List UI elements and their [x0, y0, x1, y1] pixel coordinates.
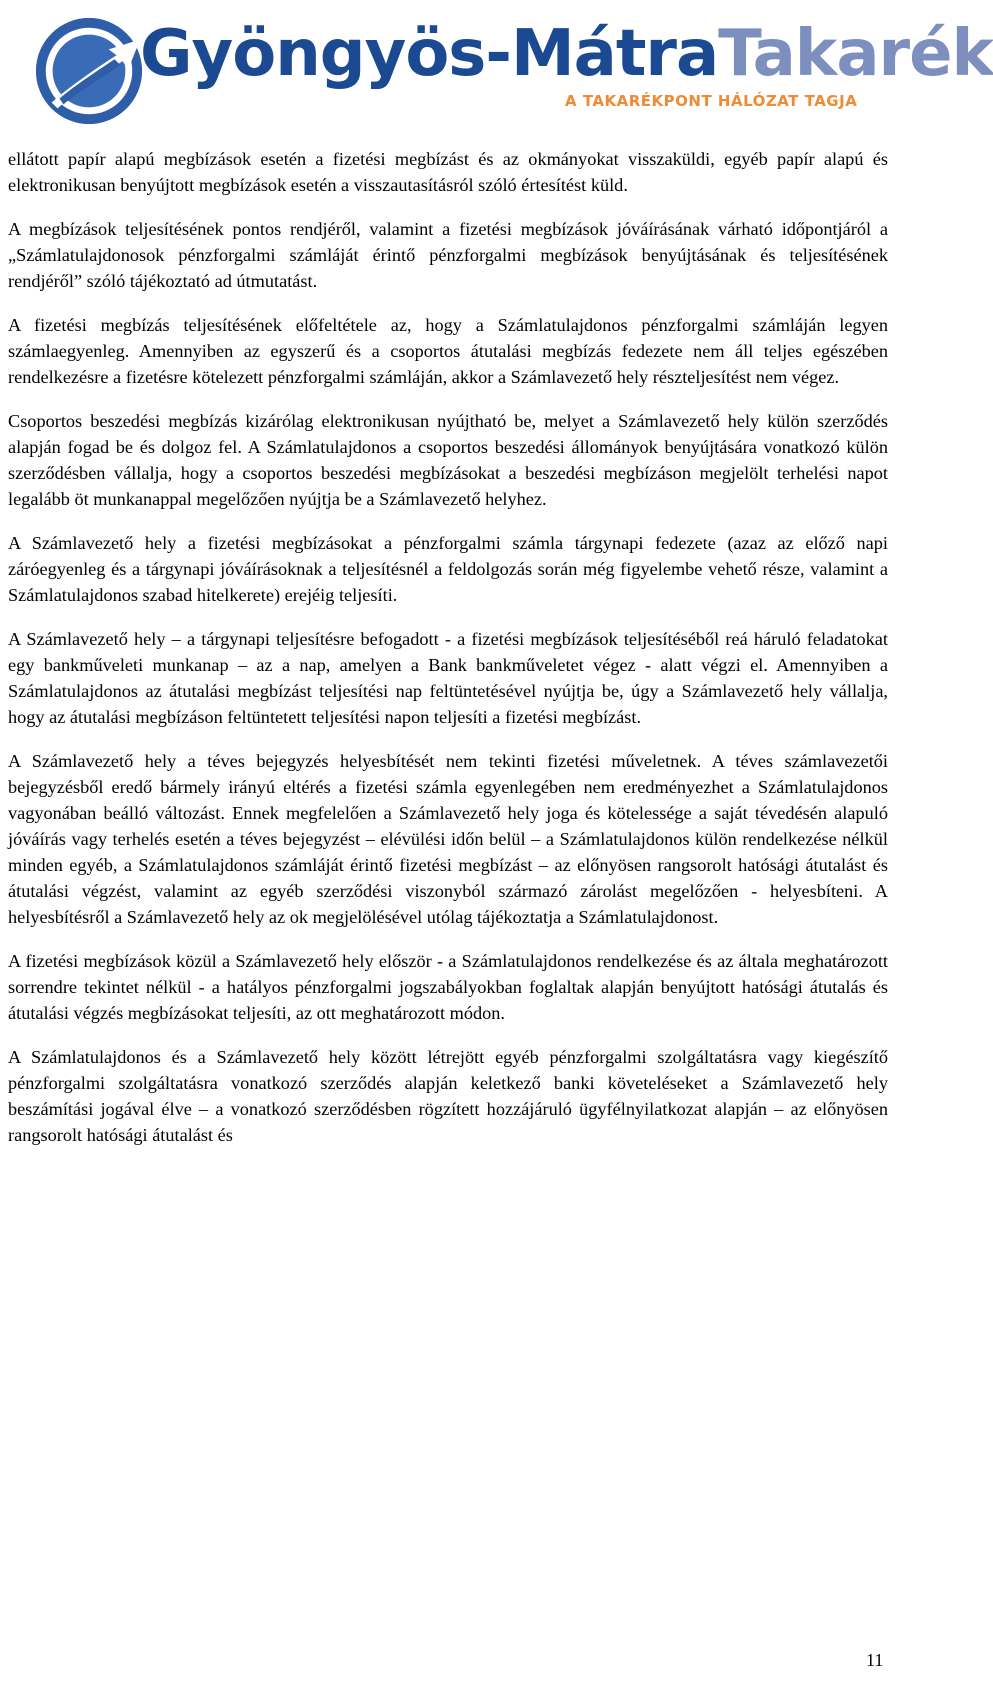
document-body: [8, 146, 888, 1166]
paragraph: A fizetési megbízás teljesítésének előfeltétele az, hogy a Számlatulajdonos pénzforgalmi számláján legyen számlaegyenleg. Amennyiben az egyszerű és a csoportos átutalási megbízás fedezete nem áll teljes egészében rendelkezésre a fizetésre kötelezett pénzforgalmi számláján, akkor a Számlavezető hely részteljesítést nem végez.: [8, 315, 888, 387]
paragraph: Csoportos beszedési megbízás kizárólag elektronikusan nyújtható be, melyet a Számlavezető hely külön szerződés alapján fogad be és dolgoz fel. A Számlatulajdonos a csoportos beszedési állományok benyújtására vonatkozó külön szerződésben vállalja, hogy a csoportos beszedési megbízásokat a beszedési megbízáson megjelölt terhelési napot legalább öt munkanappal megelőzően nyújtja be a Számlavezető helyhez.: [8, 411, 888, 509]
paragraph: A megbízások teljesítésének pontos rendjéről, valamint a fizetési megbízások jóváírásának várható időpontjáról a „Számlatulajdonosok pénzforgalmi számláját érintő pénzforgalmi megbízások benyújtásának és teljesítésének rendjéről” szóló tájékoztató ad útmutatást.: [8, 219, 888, 291]
paragraph: A Számlavezető hely a téves bejegyzés helyesbítését nem tekinti fizetési műveletnek. A téves számlavezetői bejegyzésből eredő bármely irányú eltérés a fizetési számla egyenlegében nem eredményezhet a Számlatulajdonos vagyonában beálló változást. Ennek megfelelően a Számlavezető hely joga és kötelessége a saját tévedésén alapuló jóváírás vagy terhelés esetén a téves bejegyzést – elévülési időn belül – a Számlatulajdonos külön rendelkezése nélkül minden egyéb, a Számlatulajdonos számláját érintő fizetési megbízást – az előnyösen rangsorolt hatósági átutalást és átutalási végzést, valamint az egyéb szerződési viszonyból származó zárolást megelőzően - helyesbíteni. A helyesbítésről a Számlavezető hely az ok megjelölésével utólag tájékoztatja a Számlatulajdonost.: [8, 751, 888, 927]
paragraph: A fizetési megbízások közül a Számlavezető hely először - a Számlatulajdonos rendelkezése és az általa meghatározott sorrendre tekintet nélkül - a hatályos pénzforgalmi jogszabályokban foglaltak alapján benyújtott hatósági átutalás és átutalási végzés megbízásokat teljesíti, az ott meghatározott módon.: [8, 951, 888, 1023]
paragraph: A Számlatulajdonos és a Számlavezető hely között létrejött egyéb pénzforgalmi szolgáltatásra vagy kiegészítő pénzforgalmi szolgáltatásra vonatkozó szerződés alapján keletkező banki követeléseket a Számlavezető hely beszámítási jogával élve – a vonatkozó szerződésben rögzített hozzájáruló ügyfélnyilatkozat alapján – az előnyösen rangsorolt hatósági átutalást és: [8, 1047, 888, 1145]
logo-wordmark-secondary: Takarék: [718, 17, 993, 91]
logo-wordmark-primary: Gyöngyös-Mátra: [140, 17, 719, 91]
logo-wordmark: [140, 17, 993, 91]
logo-tagline: A TAKARÉKPONT HÁLÓZAT TAGJA: [565, 92, 858, 110]
page-number: 11: [866, 1650, 884, 1670]
paragraph: ellátott papír alapú megbízások esetén a fizetési megbízást és az okmányokat visszaküldi, egyéb papír alapú és elektronikusan benyújtott megbízások esetén a visszautasításról szóló értesítést küld.: [8, 149, 888, 195]
letterhead: [0, 0, 993, 130]
paragraph: A Számlavezető hely – a tárgynapi teljesítésre befogadott - a fizetési megbízások teljesítéséből reá háruló feladatokat egy bankműveleti munkanap – az a nap, amelyen a Bank bankműveletet végez - alatt végzi el. Amennyiben a Számlatulajdonos az átutalási megbízást teljesítési nap feltüntetésével nyújtja be, úgy a Számlavezető hely vállalja, hogy az átutalási megbízáson feltüntetett teljesítési napon teljesíti a fizetési megbízást.: [8, 629, 888, 727]
paragraph: A Számlavezető hely a fizetési megbízásokat a pénzforgalmi számla tárgynapi fedezete (azaz az előző napi záróegyenleg és a tárgynapi jóváírásoknak a teljesítésnél a feldolgozás során még figyelembe vehető része, valamint a Számlatulajdonos szabad hitelkerete) erejéig teljesíti.: [8, 533, 888, 605]
logo-icon: [30, 12, 148, 130]
